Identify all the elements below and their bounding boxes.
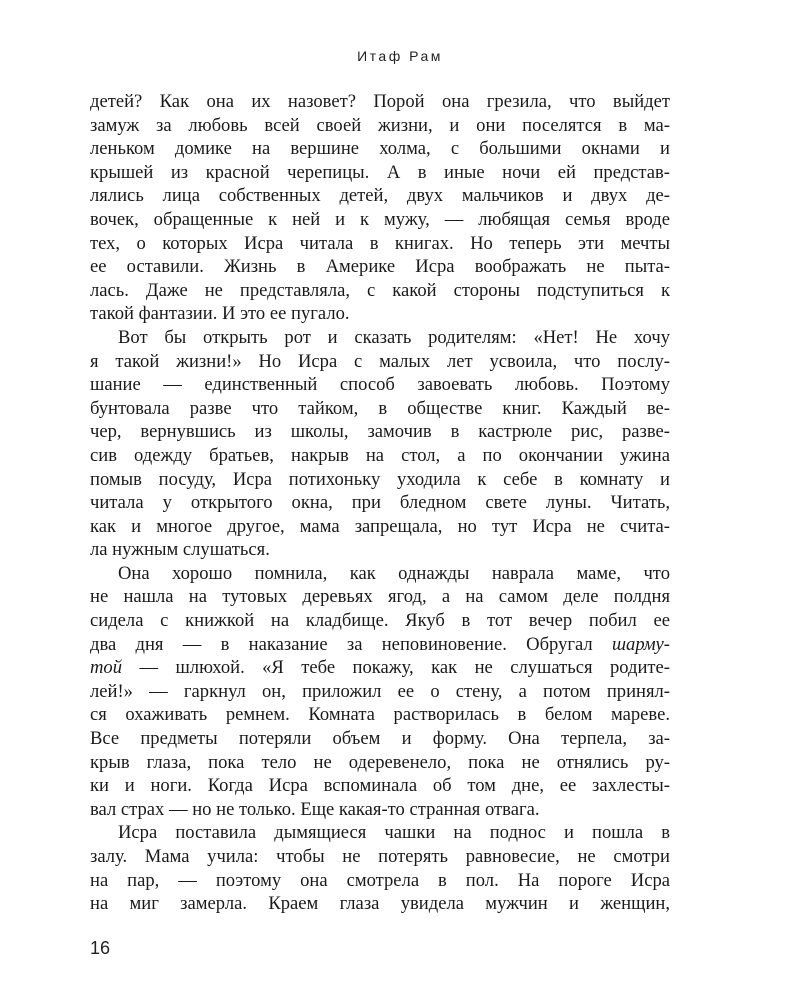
- text-line: читала у открытого окна, при бледном свете луны. Читать,: [90, 492, 670, 514]
- text-line: Исра поставила дымящиеся чашки на поднос и пошла в: [118, 822, 670, 844]
- text-line: Она хорошо помнила, как однажды наврала маме, что: [118, 562, 670, 584]
- text-line: чер, вернувшись из школы, замочив в кастрюле рис, разве-: [90, 421, 670, 443]
- text-line: вал страх — но не только. Еще какая-то странная отвага.: [90, 798, 540, 820]
- text-line: лялись лица собственных детей, двух мальчиков и двух де-: [90, 185, 670, 207]
- text-line: как и многое другое, мама запрещала, но тут Исра не счита-: [90, 515, 670, 537]
- text-line: на миг замерла. Краем глаза увидела мужчин и женщин,: [90, 893, 670, 915]
- text-line: тех, о которых Исра читала в книгах. Но теперь эти мечты: [90, 232, 670, 254]
- text-line: ла нужным слушаться.: [90, 539, 270, 561]
- text-line: ся охаживать ремнем. Комната растворилась в белом мареве.: [90, 704, 670, 726]
- text-line: замуж за любовь всей своей жизни, и они поселятся в ма-: [90, 114, 670, 136]
- text-line: залу. Мама учила: чтобы не потерять равновесие, не смотри: [90, 846, 670, 867]
- text-line: сидела с книжкой на кладбище. Якуб в тот вечер побил ее: [90, 610, 670, 632]
- text-line: вочек, обращенные к ней и к мужу, — любящая семья вроде: [90, 208, 670, 230]
- text-line: Все предметы потеряли объем и форму. Она терпела, за-: [90, 728, 670, 750]
- body-text: [90, 90, 670, 916]
- text-line: не нашла на тутовых деревьях ягод, а на самом деле полдня: [90, 586, 670, 608]
- text-line: ки и ноги. Когда Исра вспоминала об том дне, ее захлесты-: [90, 775, 670, 797]
- text-line: крыв глаза, пока тело не одеревенело, пока не отнялись ру-: [90, 751, 670, 773]
- page-number: 16: [90, 938, 111, 958]
- text-line: ее оставили. Жизнь в Америке Исра воображать не пыта-: [90, 256, 670, 278]
- text-line: сив одежду братьев, накрыв на стол, а по окончании ужина: [90, 444, 670, 466]
- text-line: лась. Даже не представляла, с какой стороны подступиться к: [90, 279, 670, 301]
- text-line: два дня — в наказание за неповиновение. Обругал шарму-: [90, 633, 670, 655]
- text-line: помыв посуду, Исра потихоньку уходила к себе в комнату и: [90, 468, 670, 490]
- text-line: леньком домике на вершине холма, с большими окнами и: [90, 138, 670, 160]
- text-line: крышей из красной черепицы. А в иные ночи ей представ-: [90, 161, 670, 183]
- text-line: лей!» — гаркнул он, приложил ее о стену, а потом принял-: [90, 680, 670, 702]
- text-line: Вот бы открыть рот и сказать родителям: «Нет! Не хочу: [118, 326, 670, 348]
- text-line: детей? Как она их назовет? Порой она грезила, что выйдет: [90, 91, 670, 112]
- text-line: на пар, — поэтому она смотрела в пол. На пороге Исра: [90, 869, 670, 891]
- text-line: такой фантазии. И это ее пугало.: [90, 303, 350, 325]
- text-line: той — шлюхой. «Я тебе покажу, как не слушаться родите-: [90, 657, 670, 679]
- text-line: шание — единственный способ завоевать любовь. Поэтому: [90, 374, 670, 396]
- running-head-author: Итаф Рам: [357, 48, 443, 64]
- text-line: бунтовала разве что тайком, в обществе книг. Каждый ве-: [90, 397, 670, 419]
- text-line: я такой жизни!» Но Исра с малых лет усвоила, что послу-: [90, 350, 670, 372]
